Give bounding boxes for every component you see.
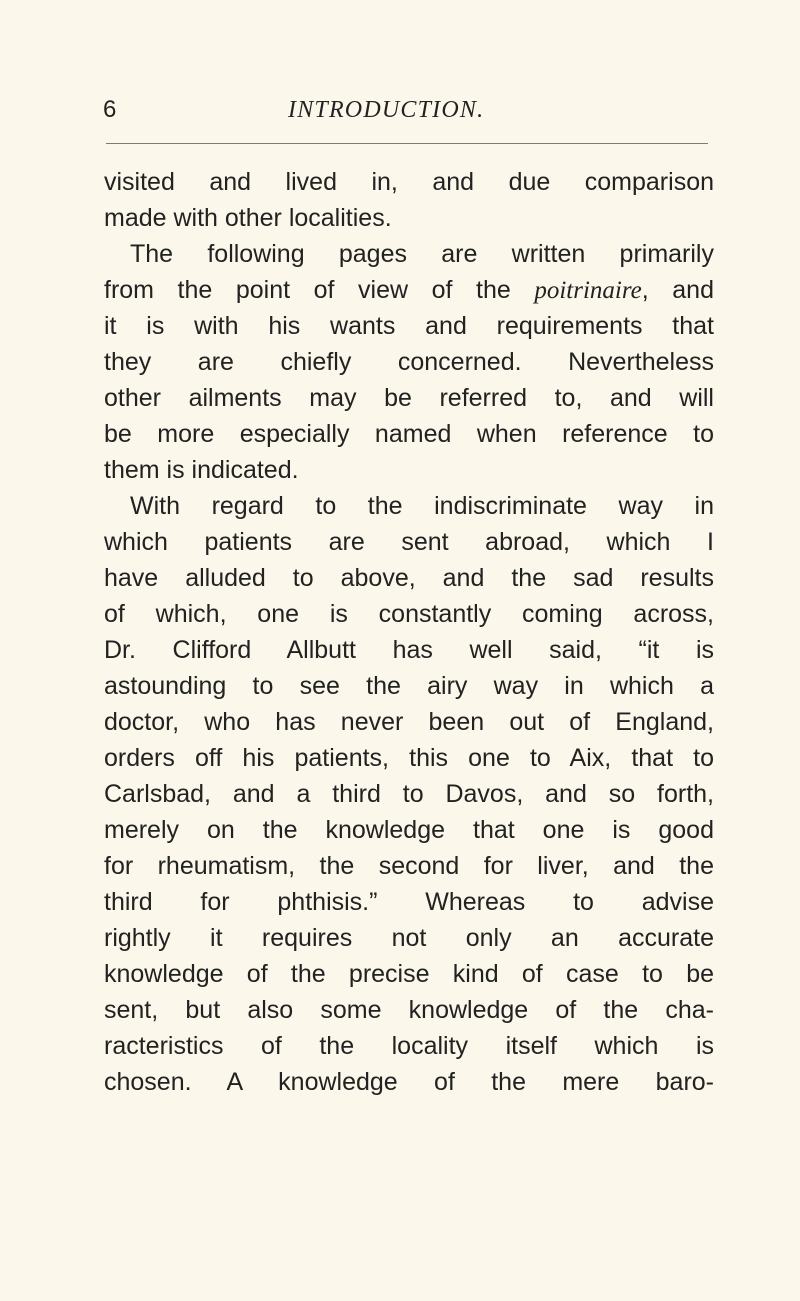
text-line: racteristics of the locality itself which is — [104, 1032, 714, 1060]
body-text — [104, 164, 714, 1100]
text-line-with-italic — [104, 272, 714, 308]
text-line: they are chiefly concerned. Nevertheless — [104, 348, 714, 376]
text-line: The following pages are written primarily — [130, 240, 714, 268]
paragraph-3 — [104, 488, 714, 1100]
text-line: made with other localities. — [104, 204, 392, 232]
text-line: With regard to the indiscriminate way in — [130, 492, 714, 520]
text-line: doctor, who has never been out of England, — [104, 708, 714, 736]
text-line: it is with his wants and requirements that — [104, 312, 714, 340]
text-line: them is indicated. — [104, 456, 299, 484]
text-line: visited and lived in, and due comparison — [104, 168, 714, 196]
running-head: INTRODUCTION. — [288, 97, 485, 123]
text-line: rightly it requires not only an accurate — [104, 924, 714, 952]
text-line: merely on the knowledge that one is good — [104, 816, 714, 844]
text-line: Carlsbad, and a third to Davos, and so forth, — [104, 780, 714, 808]
text-line: other ailments may be referred to, and will — [104, 384, 714, 412]
text-line: astounding to see the airy way in which a — [104, 672, 714, 700]
page-number: 6 — [103, 96, 117, 123]
text-line: sent, but also some knowledge of the cha- — [104, 996, 714, 1024]
text-line: Dr. Clifford Allbutt has well said, “it is — [104, 636, 714, 664]
text-fragment: from the point of view of the — [104, 276, 535, 304]
header-rule — [106, 143, 708, 144]
text-line: which patients are sent abroad, which I — [104, 528, 714, 556]
text-line: for rheumatism, the second for liver, and the — [104, 852, 714, 880]
page-header — [0, 95, 800, 135]
paragraph-2 — [104, 236, 714, 488]
text-line: of which, one is constantly coming across, — [104, 600, 714, 628]
text-line: be more especially named when reference to — [104, 420, 714, 448]
text-line: knowledge of the precise kind of case to be — [104, 960, 714, 988]
text-line: chosen. A knowledge of the mere baro- — [104, 1068, 714, 1096]
text-line: third for phthisis.” Whereas to advise — [104, 888, 714, 916]
text-before-italic — [104, 276, 714, 304]
text-line: have alluded to above, and the sad results — [104, 564, 714, 592]
text-fragment: , and — [641, 276, 714, 304]
italic-term: poitrinaire — [534, 277, 642, 304]
paragraph-1 — [104, 164, 714, 236]
text-line: orders off his patients, this one to Aix, that to — [104, 744, 714, 772]
